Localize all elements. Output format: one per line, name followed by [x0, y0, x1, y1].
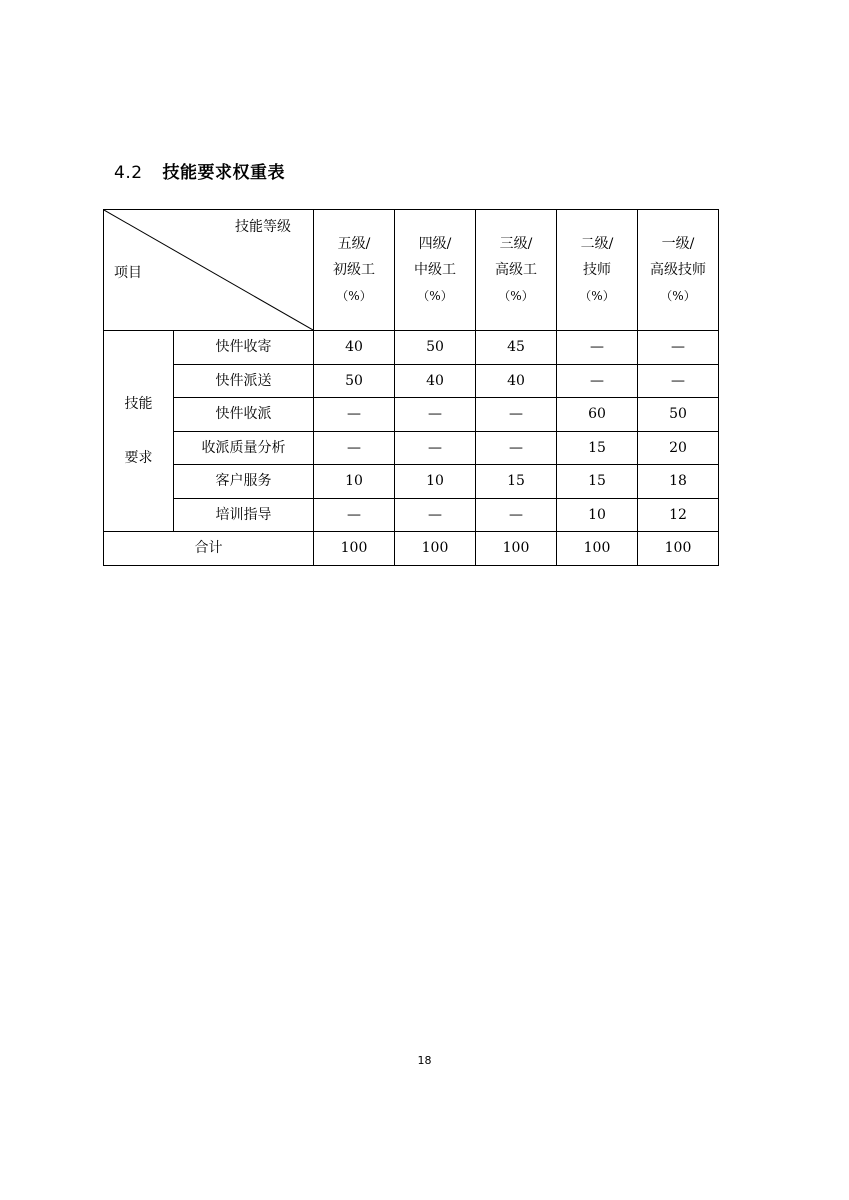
table-cell: 50	[395, 331, 476, 365]
table-cell: 45	[476, 331, 557, 365]
total-cell: 100	[476, 532, 557, 566]
table-cell: —	[476, 498, 557, 532]
table-cell: 50	[314, 364, 395, 398]
total-cell: 100	[395, 532, 476, 566]
level-line1: 三级/	[499, 236, 533, 252]
table-cell: 20	[638, 431, 719, 465]
table-cell: 12	[638, 498, 719, 532]
row-item-name: 快件派送	[174, 364, 314, 398]
level-header-2	[557, 210, 638, 331]
table-cell: 40	[476, 364, 557, 398]
table-cell: —	[395, 498, 476, 532]
total-cell: 100	[638, 532, 719, 566]
skill-requirement-group-label	[104, 331, 174, 532]
table-cell: —	[557, 331, 638, 365]
table-cell: 10	[395, 465, 476, 499]
total-cell: 100	[557, 532, 638, 566]
table-cell: 10	[314, 465, 395, 499]
table-cell: —	[557, 364, 638, 398]
group-label-line1: 技能	[124, 396, 153, 412]
level-header-4	[395, 210, 476, 331]
level-line2: 高级工	[495, 262, 537, 278]
level-unit: （%）	[336, 289, 372, 303]
table-cell: 40	[314, 331, 395, 365]
table-cell: 40	[395, 364, 476, 398]
row-item-name: 快件收派	[174, 398, 314, 432]
skill-weight-table	[103, 209, 719, 566]
row-item-name: 客户服务	[174, 465, 314, 499]
table-cell: 15	[476, 465, 557, 499]
level-line2: 中级工	[414, 262, 456, 278]
level-line1: 五级/	[337, 236, 371, 252]
table-cell: —	[395, 398, 476, 432]
level-unit: （%）	[660, 289, 696, 303]
level-line1: 一级/	[661, 236, 695, 252]
table-row	[104, 331, 719, 365]
level-unit: （%）	[579, 289, 615, 303]
table-cell: 50	[638, 398, 719, 432]
page-number: 18	[417, 1054, 432, 1067]
level-header-3	[476, 210, 557, 331]
level-line2: 高级技师	[650, 262, 706, 278]
table-cell: —	[638, 364, 719, 398]
row-item-name: 培训指导	[174, 498, 314, 532]
row-item-name: 收派质量分析	[174, 431, 314, 465]
section-number: 4.2	[114, 163, 143, 183]
table-cell: 18	[638, 465, 719, 499]
table-cell: —	[476, 398, 557, 432]
total-cell: 100	[314, 532, 395, 566]
table-cell: 15	[557, 431, 638, 465]
table-cell: 10	[557, 498, 638, 532]
level-line1: 二级/	[580, 236, 614, 252]
section-heading	[114, 158, 285, 183]
total-row	[104, 532, 719, 566]
table-cell: —	[395, 431, 476, 465]
table-cell: —	[638, 331, 719, 365]
diagonal-corner-cell	[104, 210, 314, 331]
level-unit: （%）	[417, 289, 453, 303]
level-line2: 初级工	[333, 262, 375, 278]
table-cell: —	[314, 398, 395, 432]
table-cell: 60	[557, 398, 638, 432]
table-row	[104, 465, 719, 499]
row-item-name: 快件收寄	[174, 331, 314, 365]
level-unit: （%）	[498, 289, 534, 303]
table-header-row	[104, 210, 719, 331]
section-title: 技能要求权重表	[162, 163, 285, 183]
group-label-line2: 要求	[124, 450, 153, 466]
total-label: 合计	[104, 532, 314, 566]
level-line2: 技师	[583, 262, 611, 278]
table-row	[104, 398, 719, 432]
table-cell: —	[314, 498, 395, 532]
level-header-1	[638, 210, 719, 331]
table-row	[104, 431, 719, 465]
table-row	[104, 364, 719, 398]
table-cell: —	[314, 431, 395, 465]
corner-label-skill-level: 技能等级	[235, 219, 291, 235]
corner-label-item: 项目	[114, 265, 142, 281]
table-row	[104, 498, 719, 532]
table-cell: —	[476, 431, 557, 465]
table-cell: 15	[557, 465, 638, 499]
level-line1: 四级/	[418, 236, 452, 252]
level-header-5	[314, 210, 395, 331]
